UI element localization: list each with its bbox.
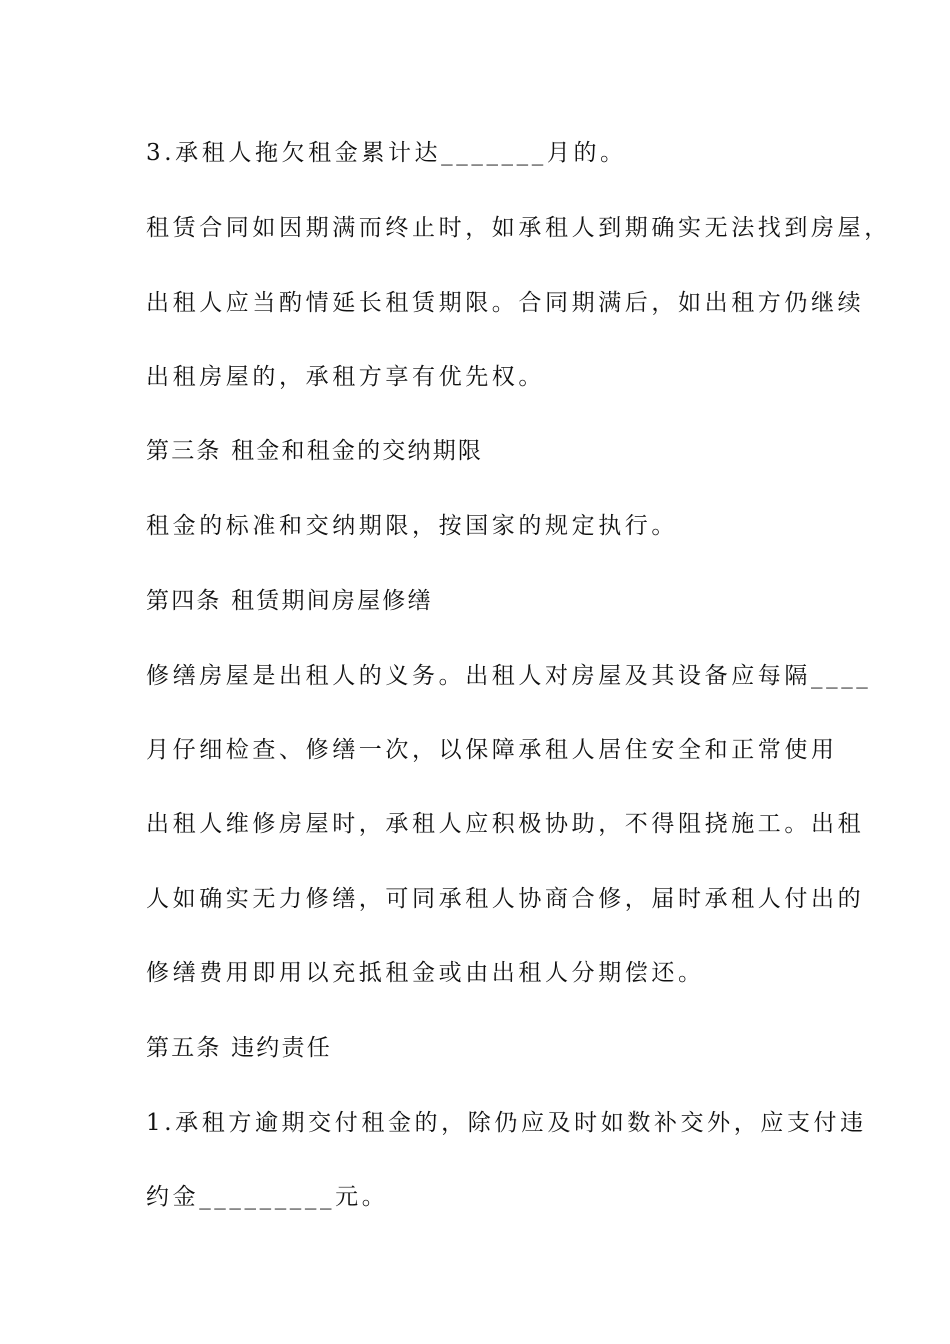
section-heading: 第五条 违约责任 [146,1035,332,1061]
paragraph-line: 约金_________元。 [146,1184,389,1210]
section-heading: 第四条 租赁期间房屋修缮 [146,588,433,614]
paragraph-line: 租金的标准和交纳期限，按国家的规定执行。 [146,513,678,539]
paragraph-line: 月仔细检查、修缮一次，以保障承租人居住安全和正常使用 [146,737,838,763]
paragraph-line: 3.承租人拖欠租金累计达_______月的。 [146,140,627,166]
paragraph-line: 人如确实无力修缮，可同承租人协商合修，届时承租人付出的 [146,886,865,912]
paragraph-line: 修缮费用即用以充抵租金或由出租人分期偿还。 [146,960,705,986]
paragraph-line: 租赁合同如因期满而终止时，如承租人到期确实无法找到房屋， [146,215,891,241]
paragraph-line: 出租人应当酌情延长租赁期限。合同期满后，如出租方仍继续 [146,290,865,316]
paragraph-line: 出租人维修房屋时，承租人应积极协助，不得阻挠施工。出租 [146,811,865,837]
section-heading: 第三条 租金和租金的交纳期限 [146,438,484,464]
paragraph-line: 出租房屋的，承租方享有优先权。 [146,364,545,390]
paragraph-line: 1.承租方逾期交付租金的，除仍应及时如数补交外，应支付违 [146,1110,867,1136]
paragraph-line: 修缮房屋是出租人的义务。出租人对房屋及其设备应每隔____ [146,663,872,689]
